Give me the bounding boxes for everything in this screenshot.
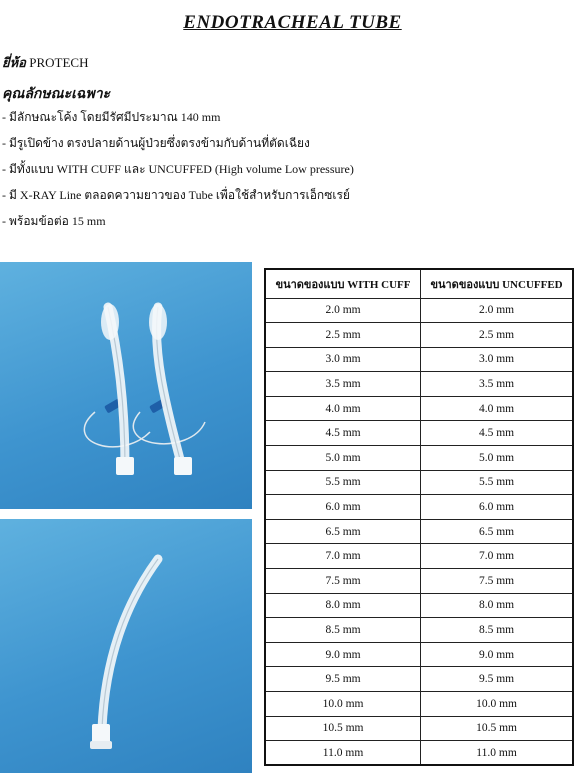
with-cuff-size-cell: 3.0 mm xyxy=(265,347,421,372)
table-row xyxy=(265,716,573,741)
table-row xyxy=(265,519,573,544)
table-row xyxy=(265,470,573,495)
uncuffed-size-cell: 5.5 mm xyxy=(421,470,573,495)
feature-item: - มีรูเปิดข้าง ตรงปลายด้านผู้ป่วยซึ่งตรงข้ามกับด้านที่ตัดเฉียง xyxy=(2,136,310,150)
brand-name: PROTECH xyxy=(29,55,89,70)
with-cuff-size-cell: 2.5 mm xyxy=(265,323,421,348)
with-cuff-size-cell: 7.0 mm xyxy=(265,544,421,569)
with-cuff-size-cell: 6.5 mm xyxy=(265,519,421,544)
column-header-with-cuff: ขนาดของแบบ WITH CUFF xyxy=(265,269,421,298)
brand-line xyxy=(2,52,88,73)
table-header-row xyxy=(265,269,573,298)
uncuffed-tube-illustration xyxy=(0,519,252,773)
with-cuff-size-cell: 3.5 mm xyxy=(265,372,421,397)
uncuffed-size-cell: 9.0 mm xyxy=(421,642,573,667)
size-table xyxy=(264,268,574,766)
with-cuff-size-cell: 8.0 mm xyxy=(265,593,421,618)
uncuffed-size-cell: 10.0 mm xyxy=(421,692,573,717)
feature-item: - มีลักษณะโค้ง โดยมีรัศมีประมาณ 140 mm xyxy=(2,110,221,124)
feature-item: - มีทั้งแบบ WITH CUFF และ UNCUFFED (High volume Low pressure) xyxy=(2,162,354,176)
table-row xyxy=(265,421,573,446)
table-row xyxy=(265,569,573,594)
with-cuff-size-cell: 9.0 mm xyxy=(265,642,421,667)
page-title: ENDOTRACHEAL TUBE xyxy=(183,12,402,33)
with-cuff-size-cell: 2.0 mm xyxy=(265,298,421,323)
uncuffed-size-cell: 4.5 mm xyxy=(421,421,573,446)
feature-item: - มี X-RAY Line ตลอดความยาวของ Tube เพื่อใช้สำหรับการเอ็กซเรย์ xyxy=(2,188,350,202)
table-row xyxy=(265,618,573,643)
uncuffed-size-cell: 11.0 mm xyxy=(421,741,573,766)
with-cuff-size-cell: 9.5 mm xyxy=(265,667,421,692)
column-header-uncuffed: ขนาดของแบบ UNCUFFED xyxy=(421,269,573,298)
uncuffed-size-cell: 6.0 mm xyxy=(421,495,573,520)
table-row xyxy=(265,446,573,471)
feature-item: - พร้อมข้อต่อ 15 mm xyxy=(2,214,106,228)
cuffed-tube-illustration xyxy=(0,262,252,509)
table-row xyxy=(265,544,573,569)
brand-label: ยี่ห้อ xyxy=(2,55,26,70)
uncuffed-size-cell: 7.5 mm xyxy=(421,569,573,594)
table-row xyxy=(265,741,573,766)
uncuffed-size-cell: 10.5 mm xyxy=(421,716,573,741)
table-row xyxy=(265,495,573,520)
table-row xyxy=(265,692,573,717)
uncuffed-size-cell: 3.5 mm xyxy=(421,372,573,397)
uncuffed-size-cell: 2.0 mm xyxy=(421,298,573,323)
with-cuff-size-cell: 4.5 mm xyxy=(265,421,421,446)
with-cuff-size-cell: 6.0 mm xyxy=(265,495,421,520)
uncuffed-tube-photo xyxy=(0,519,252,773)
with-cuff-size-cell: 8.5 mm xyxy=(265,618,421,643)
uncuffed-size-cell: 5.0 mm xyxy=(421,446,573,471)
table-row xyxy=(265,593,573,618)
uncuffed-size-cell: 7.0 mm xyxy=(421,544,573,569)
table-row xyxy=(265,323,573,348)
with-cuff-size-cell: 10.5 mm xyxy=(265,716,421,741)
table-row xyxy=(265,642,573,667)
uncuffed-size-cell: 6.5 mm xyxy=(421,519,573,544)
with-cuff-size-cell: 5.5 mm xyxy=(265,470,421,495)
table-row xyxy=(265,396,573,421)
table-row xyxy=(265,667,573,692)
with-cuff-size-cell: 11.0 mm xyxy=(265,741,421,766)
features-list xyxy=(2,108,354,238)
with-cuff-size-cell: 5.0 mm xyxy=(265,446,421,471)
table-row xyxy=(265,298,573,323)
uncuffed-size-cell: 8.5 mm xyxy=(421,618,573,643)
uncuffed-size-cell: 9.5 mm xyxy=(421,667,573,692)
with-cuff-size-cell: 4.0 mm xyxy=(265,396,421,421)
uncuffed-size-cell: 2.5 mm xyxy=(421,323,573,348)
cuffed-tube-photo xyxy=(0,262,252,509)
with-cuff-size-cell: 10.0 mm xyxy=(265,692,421,717)
size-table-body xyxy=(265,298,573,765)
table-row xyxy=(265,347,573,372)
uncuffed-size-cell: 3.0 mm xyxy=(421,347,573,372)
uncuffed-size-cell: 4.0 mm xyxy=(421,396,573,421)
table-row xyxy=(265,372,573,397)
with-cuff-size-cell: 7.5 mm xyxy=(265,569,421,594)
features-heading: คุณลักษณะเฉพาะ xyxy=(2,87,111,102)
uncuffed-size-cell: 8.0 mm xyxy=(421,593,573,618)
